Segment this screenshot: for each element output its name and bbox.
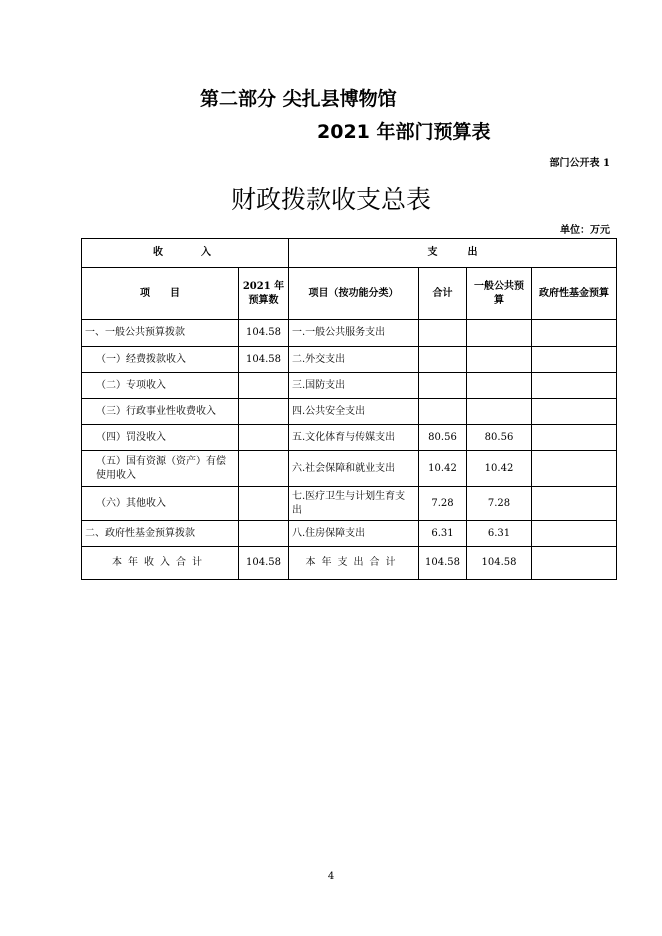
unit-label: 单位：万元 [560, 225, 610, 236]
expense-fund [532, 425, 617, 451]
income-value: 104.58 [239, 347, 289, 373]
income-value [239, 487, 289, 521]
expense-general [467, 399, 532, 425]
expense-total: 10.42 [419, 451, 467, 487]
income-item: 一、一般公共预算拨款 [82, 320, 239, 347]
income-item: （二）专项收入 [82, 373, 239, 399]
expense-item: 二.外交支出 [289, 347, 419, 373]
report-subtitle: 2021 年部门预算表 [317, 121, 491, 143]
expense-fund [532, 521, 617, 547]
table-row [82, 521, 617, 547]
expense-item: 一.一般公共服务支出 [289, 320, 419, 347]
expense-fund [532, 373, 617, 399]
income-item: （五）国有资源（资产）有偿使用收入 [82, 451, 239, 487]
table-row [82, 320, 617, 347]
table-column-header-row [82, 268, 617, 320]
expense-item: 三.国防支出 [289, 373, 419, 399]
expense-fund [532, 451, 617, 487]
income-value [239, 399, 289, 425]
expense-general [467, 347, 532, 373]
expense-total [419, 320, 467, 347]
expense-item: 五.文化体育与传媒支出 [289, 425, 419, 451]
expense-total: 80.56 [419, 425, 467, 451]
expense-total [419, 373, 467, 399]
expense-total [419, 347, 467, 373]
expense-general: 6.31 [467, 521, 532, 547]
col-header-budget-2021: 2021 年预算数 [239, 268, 289, 320]
table-group-header-row [82, 239, 617, 268]
table-row [82, 373, 617, 399]
income-group-header: 收 入 [82, 239, 289, 268]
budget-table [81, 238, 617, 580]
col-header-func-item: 项目（按功能分类） [289, 268, 419, 320]
expense-group-header: 支 出 [289, 239, 617, 268]
expense-total: 7.28 [419, 487, 467, 521]
expense-total-value: 104.58 [419, 547, 467, 580]
table-row [82, 347, 617, 373]
page-number: 4 [327, 871, 335, 882]
expense-general: 7.28 [467, 487, 532, 521]
income-total-label: 本年收入合计 [82, 547, 239, 580]
income-value [239, 521, 289, 547]
income-value [239, 425, 289, 451]
report-title: 第二部分 尖扎县博物馆 [200, 88, 397, 110]
table-row [82, 451, 617, 487]
table-total-row [82, 547, 617, 580]
expense-total [419, 399, 467, 425]
income-value [239, 451, 289, 487]
income-total-value: 104.58 [239, 547, 289, 580]
col-header-item: 项 目 [82, 268, 239, 320]
table-row [82, 399, 617, 425]
expense-fund [532, 320, 617, 347]
income-value [239, 373, 289, 399]
expense-fund [532, 487, 617, 521]
expense-general [467, 320, 532, 347]
table-row [82, 425, 617, 451]
col-header-general-budget: 一般公共预算 [467, 268, 532, 320]
table-row [82, 487, 617, 521]
income-item: （四）罚没收入 [82, 425, 239, 451]
income-item: （一）经费拨款收入 [82, 347, 239, 373]
col-header-total: 合计 [419, 268, 467, 320]
expense-fund [532, 347, 617, 373]
expense-general [467, 373, 532, 399]
income-value: 104.58 [239, 320, 289, 347]
expense-general-total: 104.58 [467, 547, 532, 580]
expense-total: 6.31 [419, 521, 467, 547]
form-number: 部门公开表 1 [549, 158, 610, 169]
expense-item: 四.公共安全支出 [289, 399, 419, 425]
income-item: （六）其他收入 [82, 487, 239, 521]
income-item: （三）行政事业性收费收入 [82, 399, 239, 425]
col-header-fund-budget: 政府性基金预算 [532, 268, 617, 320]
expense-total-label: 本年支出合计 [289, 547, 419, 580]
expense-general: 80.56 [467, 425, 532, 451]
table-title: 财政拨款收支总表 [230, 185, 431, 214]
expense-fund [532, 399, 617, 425]
expense-fund-total [532, 547, 617, 580]
expense-item: 六.社会保障和就业支出 [289, 451, 419, 487]
expense-item: 七.医疗卫生与计划生育支出 [289, 487, 419, 521]
income-item: 二、政府性基金预算拨款 [82, 521, 239, 547]
expense-general: 10.42 [467, 451, 532, 487]
expense-item: 八.住房保障支出 [289, 521, 419, 547]
